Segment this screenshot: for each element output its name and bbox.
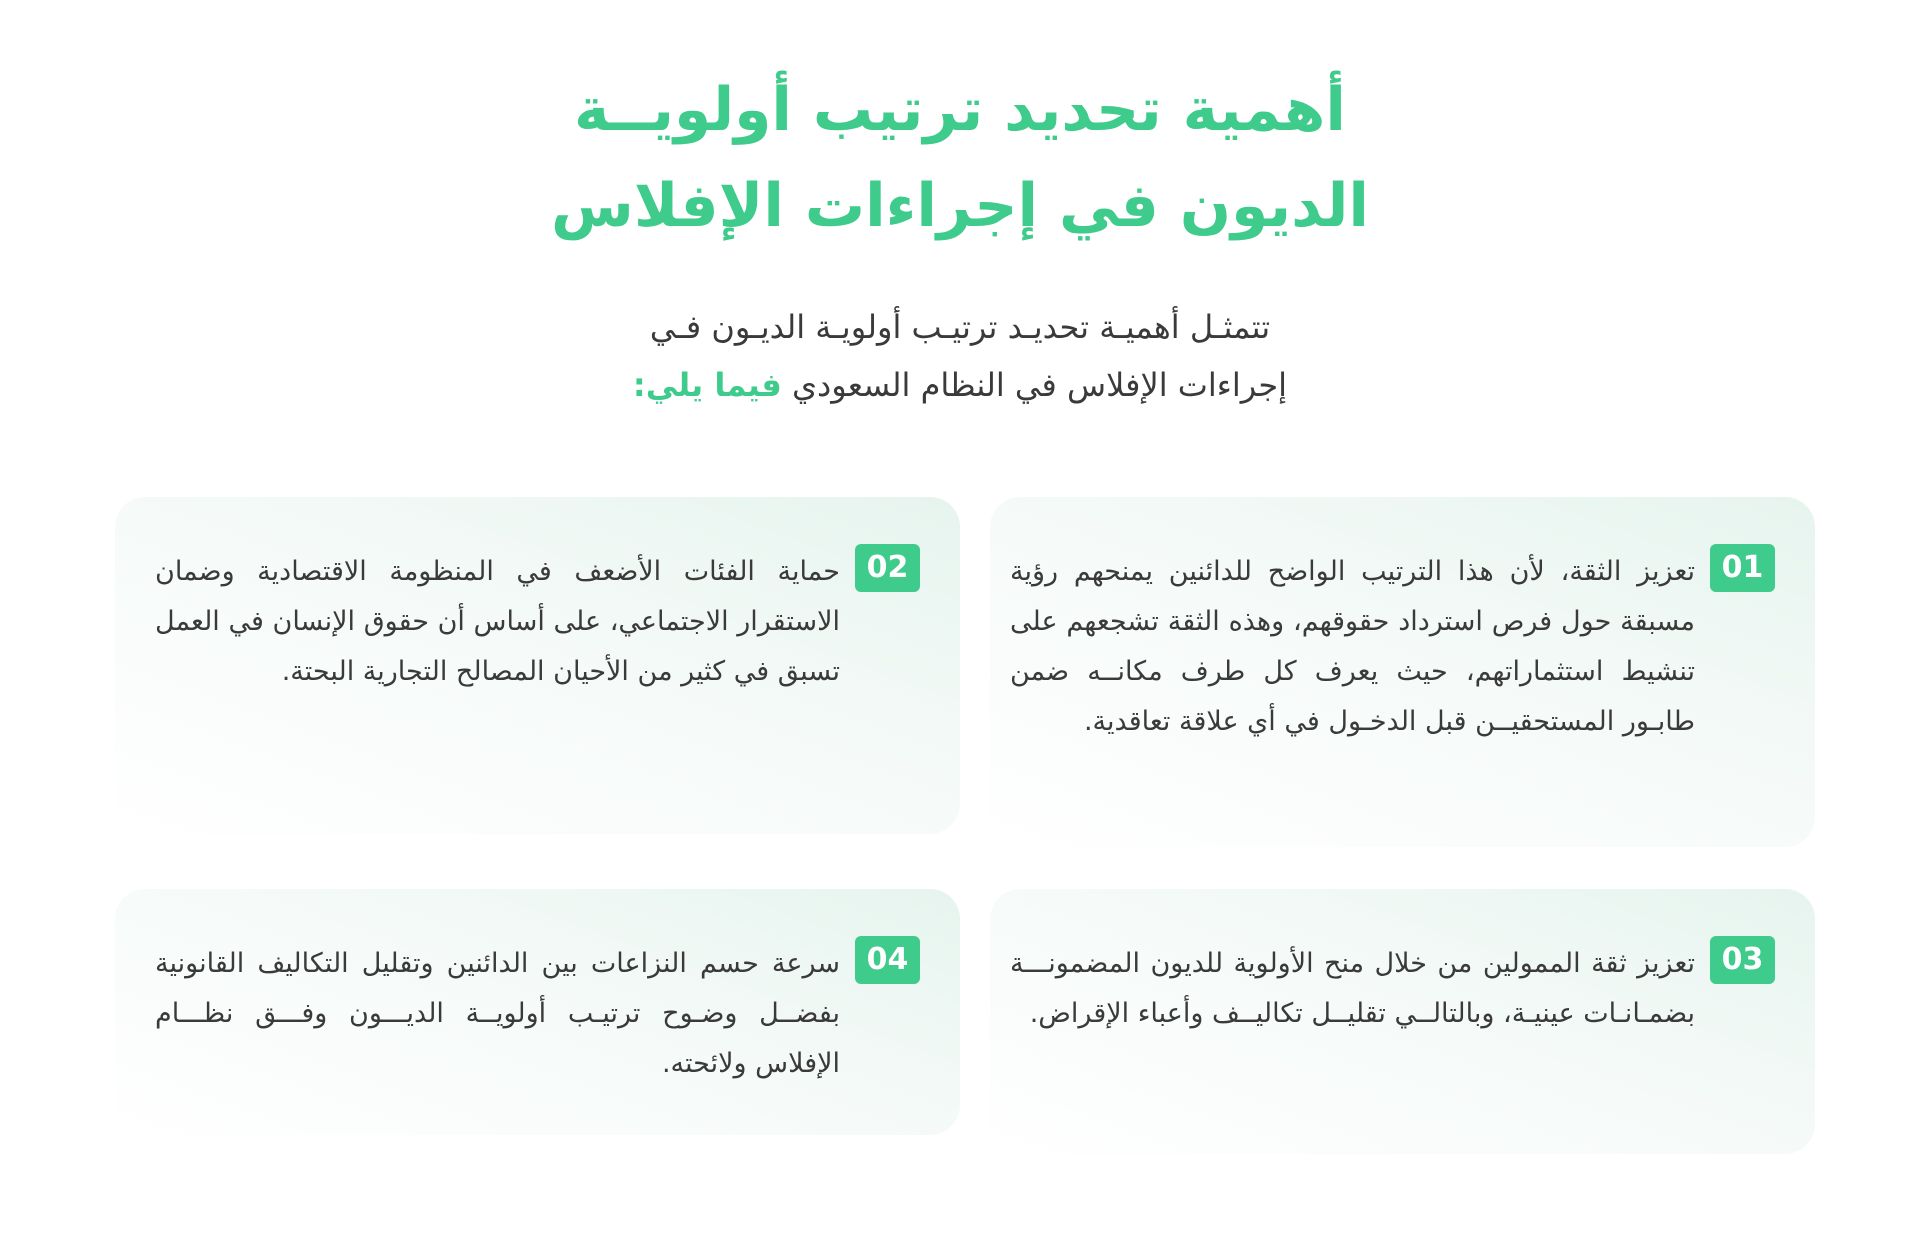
intro-line-2-text: إجراءات الإفلاس في النظام السعودي	[781, 366, 1288, 404]
intro-line-1: تتمثـل أهميـة تحديـد ترتيـب أولويـة الديـون فـي	[649, 308, 1271, 346]
point-number-badge: 04	[855, 936, 920, 984]
point-number-badge: 01	[1710, 544, 1775, 592]
intro-line-2	[0, 356, 1920, 414]
point-card-03	[990, 889, 1815, 1154]
point-card-02	[115, 497, 960, 834]
page-title	[0, 62, 1920, 254]
point-text: حماية الفئات الأضعف في المنظومة الاقتصادية وضمان الاستقرار الاجتماعي، على أساس أن حقوق الإنسان في العمل تسبق في كثير من الأحيان المصالح التجارية البحتة.	[155, 556, 840, 687]
point-number-badge: 02	[855, 544, 920, 592]
intro-paragraph	[0, 298, 1920, 414]
title-line-1: أهمية تحديد ترتيب أولويــة	[574, 75, 1346, 145]
title-line-2: الديون في إجراءات الإفلاس	[551, 171, 1369, 241]
point-text: تعزيز ثقة الممولين من خلال منح الأولوية للديون المضمونـــة بضمـانـات عينيـة، وبالتالــي تقليــل تكاليــف وأعباء الإقراض.	[1010, 948, 1695, 1029]
point-text: سرعة حسم النزاعات بين الدائنين وتقليل التكاليف القانونية بفضــل وضـوح ترتيـب أولويــة الديـــون وفـــق نظـــام الإفلاس ولائحته.	[155, 948, 840, 1079]
point-card-01	[990, 497, 1815, 847]
point-number-badge: 03	[1710, 936, 1775, 984]
intro-accent: فيما يلي:	[632, 366, 782, 404]
point-card-04	[115, 889, 960, 1135]
point-text: تعزيز الثقة، لأن هذا الترتيب الواضح للدائنين يمنحهم رؤية مسبقة حول فرص استرداد حقوقهم، وهذه الثقة تشجعهم على تنشيط استثماراتهم، حيث يعرف كل طرف مكانــه ضمن طابـور المستحقيــن قبل الدخـول في أي علاقة تعاقدية.	[1010, 556, 1695, 737]
